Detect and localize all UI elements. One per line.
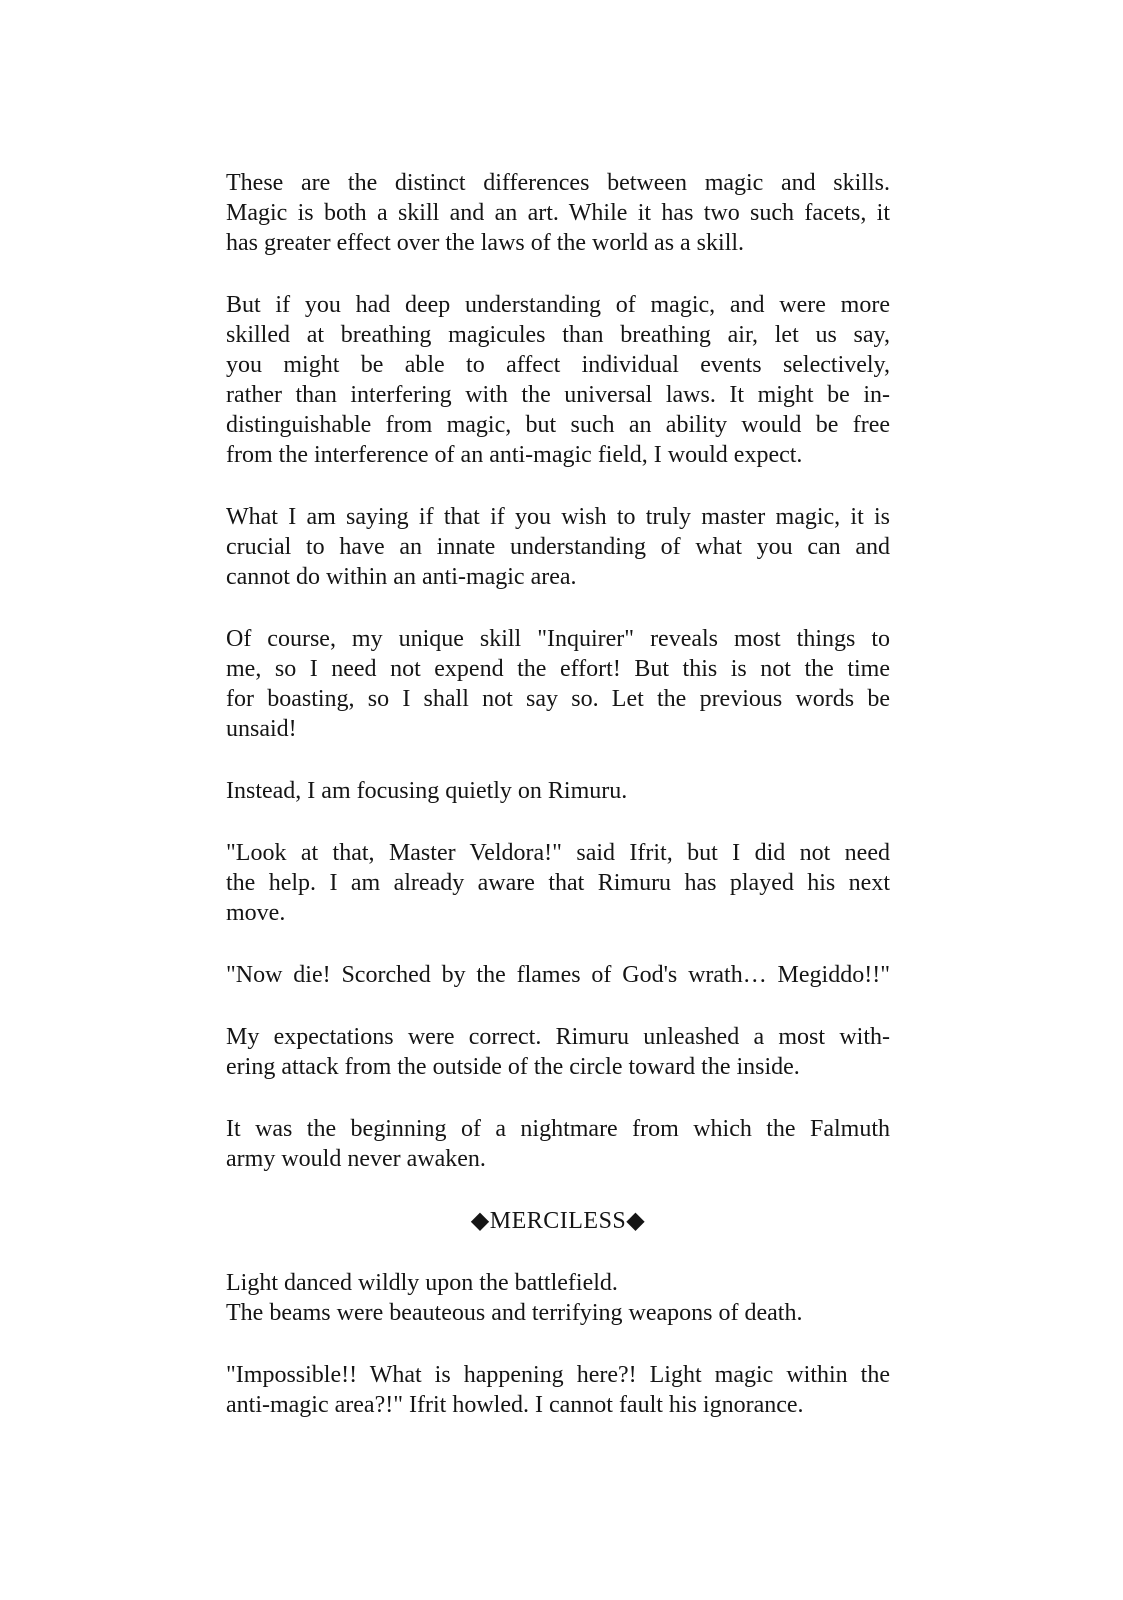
text-line: The beams were beauteous and terrifying weapons of death.	[226, 1300, 803, 1326]
text-line: unsaid!	[226, 716, 297, 742]
paragraph	[226, 838, 890, 928]
text-line: the help. I am already aware that Rimuru has played his next	[226, 870, 890, 896]
paragraph	[226, 1360, 890, 1420]
page-text	[226, 168, 890, 1452]
text-line: army would never awaken.	[226, 1146, 486, 1172]
text-line: But if you had deep understanding of magic, and were more	[226, 292, 890, 318]
text-line: "Now die! Scorched by the flames of God's wrath… Megiddo!!"	[226, 962, 890, 988]
paragraph	[226, 290, 890, 470]
text-line: Instead, I am focusing quietly on Rimuru.	[226, 778, 628, 804]
paragraph	[226, 960, 890, 990]
text-line: What I am saying if that if you wish to truly master magic, it is	[226, 504, 890, 530]
text-line: you might be able to affect individual events selectively,	[226, 352, 890, 378]
text-line: These are the distinct differences between magic and skills.	[226, 170, 890, 196]
text-line: Magic is both a skill and an art. While it has two such facets, it	[226, 200, 890, 226]
text-line: "Look at that, Master Veldora!" said Ifrit, but I did not need	[226, 840, 890, 866]
paragraph	[226, 776, 890, 806]
text-line: me, so I need not expend the effort! But this is not the time	[226, 656, 890, 682]
section-heading: ◆MERCILESS◆	[470, 1208, 646, 1234]
text-line: has greater effect over the laws of the world as a skill.	[226, 230, 745, 256]
text-line: crucial to have an innate understanding of what you can and	[226, 534, 890, 560]
text-line: from the interference of an anti-magic field, I would expect.	[226, 442, 803, 468]
text-line: move.	[226, 900, 286, 926]
paragraph	[226, 1268, 890, 1328]
paragraph	[226, 624, 890, 744]
paragraph	[226, 1114, 890, 1174]
text-line: It was the beginning of a nightmare from which the Falmuth	[226, 1116, 890, 1142]
text-line: "Impossible!! What is happening here?! Light magic within the	[226, 1362, 890, 1388]
text-line: cannot do within an anti-magic area.	[226, 564, 577, 590]
text-line: distinguishable from magic, but such an ability would be free	[226, 412, 890, 438]
text-line: for boasting, so I shall not say so. Let the previous words be	[226, 686, 890, 712]
text-line: My expectations were correct. Rimuru unleashed a most with-	[226, 1024, 890, 1050]
paragraph	[226, 502, 890, 592]
text-line: Light danced wildly upon the battlefield.	[226, 1270, 618, 1296]
text-line: Of course, my unique skill "Inquirer" reveals most things to	[226, 626, 890, 652]
paragraph	[226, 168, 890, 258]
text-line: anti-magic area?!" Ifrit howled. I cannot fault his ignorance.	[226, 1392, 804, 1418]
text-line: ering attack from the outside of the circle toward the inside.	[226, 1054, 800, 1080]
paragraph	[226, 1022, 890, 1082]
text-line: skilled at breathing magicules than breathing air, let us say,	[226, 322, 890, 348]
text-line: rather than interfering with the universal laws. It might be in-	[226, 382, 890, 408]
